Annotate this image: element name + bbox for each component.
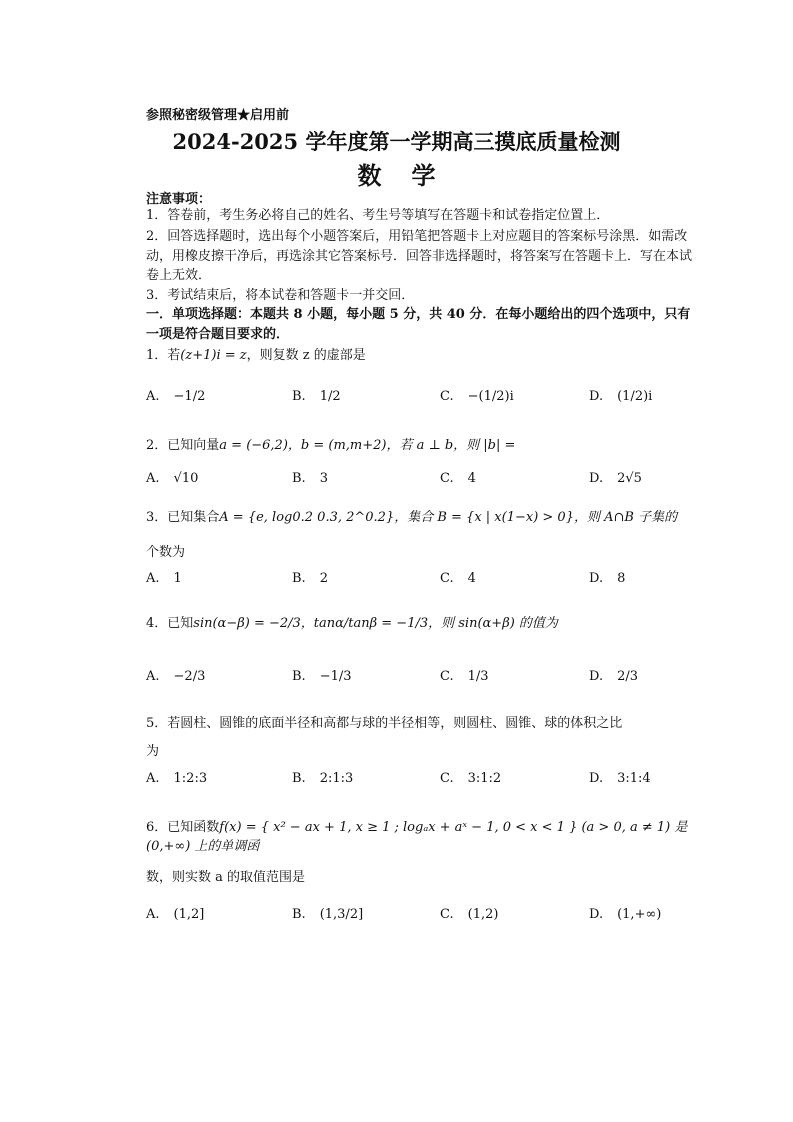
option-b[interactable]: B. 2 [292, 570, 328, 586]
option-value: 3:1:4 [617, 770, 651, 786]
question-1-stem [146, 344, 701, 363]
question-6-stem [146, 816, 701, 854]
option-value: (1,2) [467, 906, 499, 922]
option-b[interactable]: B. 2:1:3 [292, 770, 354, 786]
question-stem-prefix: 3．已知集合 [146, 510, 220, 525]
question-stem-suffix: ，则复数 z 的虚部是 [246, 348, 366, 363]
option-value: (1,2] [173, 906, 205, 922]
option-c[interactable]: C. 4 [440, 570, 476, 586]
option-a[interactable]: A. (1,2] [146, 906, 205, 922]
question-stem-prefix: 2．已知向量 [146, 438, 220, 453]
question-5-stem-cont: 为 [146, 744, 160, 759]
question-3-stem-cont: 个数为 [146, 545, 186, 560]
option-a[interactable]: A. √10 [146, 470, 199, 486]
option-value: 3 [319, 470, 328, 486]
option-d[interactable]: D. (1,+∞) [589, 906, 662, 922]
option-value: (1,+∞) [617, 906, 662, 922]
option-c[interactable]: C. 1/3 [440, 668, 489, 684]
option-value: −(1/2)i [467, 388, 514, 404]
option-value: 2:1:3 [319, 770, 354, 786]
question-2-options [146, 458, 706, 498]
question-stem-prefix: 1．若 [146, 348, 181, 363]
option-d[interactable]: D. 8 [589, 570, 626, 586]
question-3-stem [146, 506, 701, 525]
notice-item: 2．回答选择题时，选出每个小题答案后，用铅笔把答题卡上对应题目的答案标号涂黑．如需改动，用橡皮擦干净后，再选涂其它答案标号．回答非选择题时，将答案写在答题卡上．写在本试卷上无效． [146, 229, 693, 283]
option-a[interactable]: A. −1/2 [146, 388, 206, 404]
question-4-stem [146, 612, 701, 631]
confidential-note: 参照秘密级管理★启用前 [146, 108, 290, 123]
question-6-options [146, 894, 706, 934]
question-stem-math: (z+1)i = z [180, 348, 247, 363]
option-value: 1/3 [467, 668, 489, 684]
question-stem-prefix: 6．已知函数 [146, 820, 220, 835]
option-value: −1/3 [319, 668, 352, 684]
option-value: 1 [173, 570, 182, 586]
option-a[interactable]: A. 1 [146, 570, 182, 586]
question-2-stem [146, 434, 701, 453]
question-5-options [146, 758, 706, 798]
question-stem-math: sin(α−β) = −2/3，tanα/tanβ = −1/3，则 sin(α+β) 的值为 [193, 616, 558, 631]
option-value: −2/3 [173, 668, 206, 684]
option-b[interactable]: B. 1/2 [292, 388, 341, 404]
option-b[interactable]: B. (1,3/2] [292, 906, 364, 922]
option-c[interactable]: C. 3:1:2 [440, 770, 502, 786]
option-value: 1:2:3 [173, 770, 208, 786]
question-3-options [146, 558, 706, 598]
option-a[interactable]: A. −2/3 [146, 668, 206, 684]
option-value: −1/2 [173, 388, 206, 404]
option-c[interactable]: C. 4 [440, 470, 476, 486]
option-d[interactable]: D. (1/2)i [589, 388, 653, 404]
option-value: √10 [173, 470, 199, 486]
question-1-options [146, 376, 706, 416]
option-a[interactable]: A. 1:2:3 [146, 770, 208, 786]
notice-item: 1．答卷前，考生务必将自己的姓名、考生号等填写在答题卡和试卷指定位置上． [146, 208, 610, 223]
option-value: 4 [467, 470, 476, 486]
question-stem-math: a = (−6,2)，b = (m,m+2)，若 a ⊥ b，则 |b| = [219, 438, 516, 453]
option-d[interactable]: D. 2√5 [589, 470, 642, 486]
option-value: 2/3 [617, 668, 639, 684]
question-stem-math: A = {e, log0.2 0.3, 2^0.2}，集合 B = {x | x(1−x) > 0}，则 A∩B 子集的 [219, 510, 678, 525]
option-value: 3:1:2 [467, 770, 502, 786]
question-5-stem: 5．若圆柱、圆锥的底面半径和高都与球的半径相等，则圆柱、圆锥、球的体积之比 [146, 716, 623, 731]
notice-item: 3．考试结束后，将本试卷和答题卡一并交回． [146, 288, 415, 303]
option-value: (1,3/2] [319, 906, 364, 922]
question-stem-math: f(x) = { x² − ax + 1, x ≥ 1 ; logₐx + aˣ − 1, 0 < x < 1 } (a > 0, a ≠ 1) 是 (0,+∞) 上的单调函 [146, 820, 688, 854]
subject-title: 数学 [357, 161, 466, 190]
option-value: 8 [617, 570, 626, 586]
exam-title: 2024-2025 学年度第一学期高三摸底质量检测 [172, 129, 621, 154]
question-6-stem-cont: 数，则实数 a 的取值范围是 [146, 870, 306, 885]
notice-heading: 注意事项： [146, 192, 212, 207]
option-value: (1/2)i [617, 388, 653, 404]
option-c[interactable]: C. −(1/2)i [440, 388, 514, 404]
option-b[interactable]: B. −1/3 [292, 668, 352, 684]
option-b[interactable]: B. 3 [292, 470, 328, 486]
option-d[interactable]: D. 3:1:4 [589, 770, 651, 786]
question-4-options [146, 656, 706, 696]
option-value: 2√5 [617, 470, 642, 486]
option-value: 2 [319, 570, 328, 586]
option-value: 1/2 [319, 388, 341, 404]
option-c[interactable]: C. (1,2) [440, 906, 499, 922]
section-heading: 一．单项选择题：本题共 8 小题，每小题 5 分，共 40 分．在每小题给出的四个选项中，只有一项是符合题目要求的． [146, 307, 691, 342]
question-stem-prefix: 4．已知 [146, 616, 194, 631]
option-value: 4 [467, 570, 476, 586]
option-d[interactable]: D. 2/3 [589, 668, 639, 684]
